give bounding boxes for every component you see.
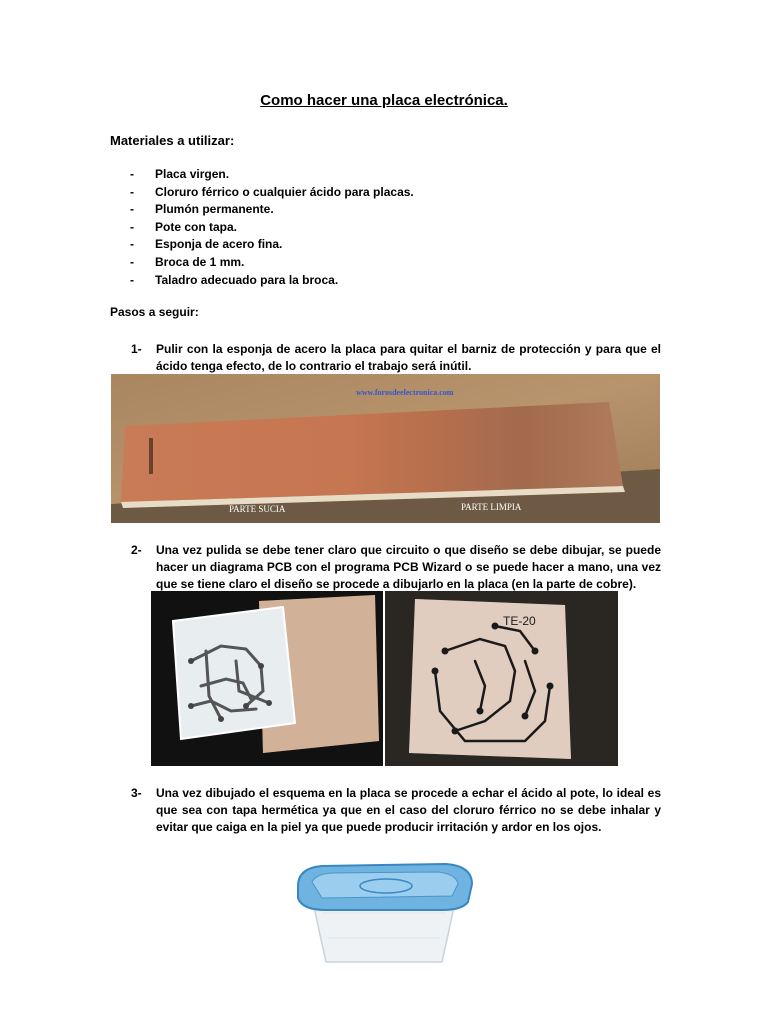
photo-pcb-transparency [151,591,383,766]
list-item: - Plumón permanente. [130,202,274,217]
step-text: Una vez pulida se debe tener claro que circuito o que diseño se debe dibujar, se puede hacer un diagrama PCB con el programa PCB Wizard o se puede hacer a mano, una vez que se tiene claro el diseño se procede a dibujarlo en la placa (en la parte de cobre). [156,543,661,591]
photo-copper-board [111,374,660,523]
list-item: - Broca de 1 mm. [130,254,245,269]
step-number: 2- [131,543,142,557]
list-item: - Pote con tapa. [130,219,238,234]
materials-list [130,166,414,289]
step-number: 1- [131,342,142,356]
photo-watermark: www.forosdeelectronica.com [356,388,454,397]
step-3 [131,785,661,836]
list-item: - Cloruro férrico o cualquier ácido para placas. [130,184,414,199]
photo-label-left: PARTE SUCIA [229,504,286,514]
list-item: - Taladro adecuado para la broca. [130,272,339,287]
board-label: TE-20 [503,614,536,628]
step-number: 3- [131,786,142,800]
list-item: - Esponja de acero fina. [130,237,283,252]
photo-label-right: PARTE LIMPIA [461,502,522,512]
materials-heading: Materiales a utilizar: [110,133,235,148]
step-2 [131,542,661,593]
page-title: Como hacer una placa electrónica. [260,92,508,109]
step-text: Pulir con la esponja de acero la placa para quitar el barniz de protección y para que el ácido tenga efecto, de lo contrario el trabajo será inútil. [156,342,661,373]
steps-heading: Pasos a seguir: [110,305,199,319]
photo-drawn-circuit [385,591,618,766]
list-item: - Placa virgen. [130,167,230,181]
step-1 [131,341,661,375]
photo-container [292,858,476,968]
step-text: Una vez dibujado el esquema en la placa se procede a echar el ácido al pote, lo ideal es que sea con tapa hermética ya que en el caso del cloruro férrico no se debe inhalar y evitar que caiga en la piel ya que puede producir irritación y ardor en los ojos. [156,786,661,834]
